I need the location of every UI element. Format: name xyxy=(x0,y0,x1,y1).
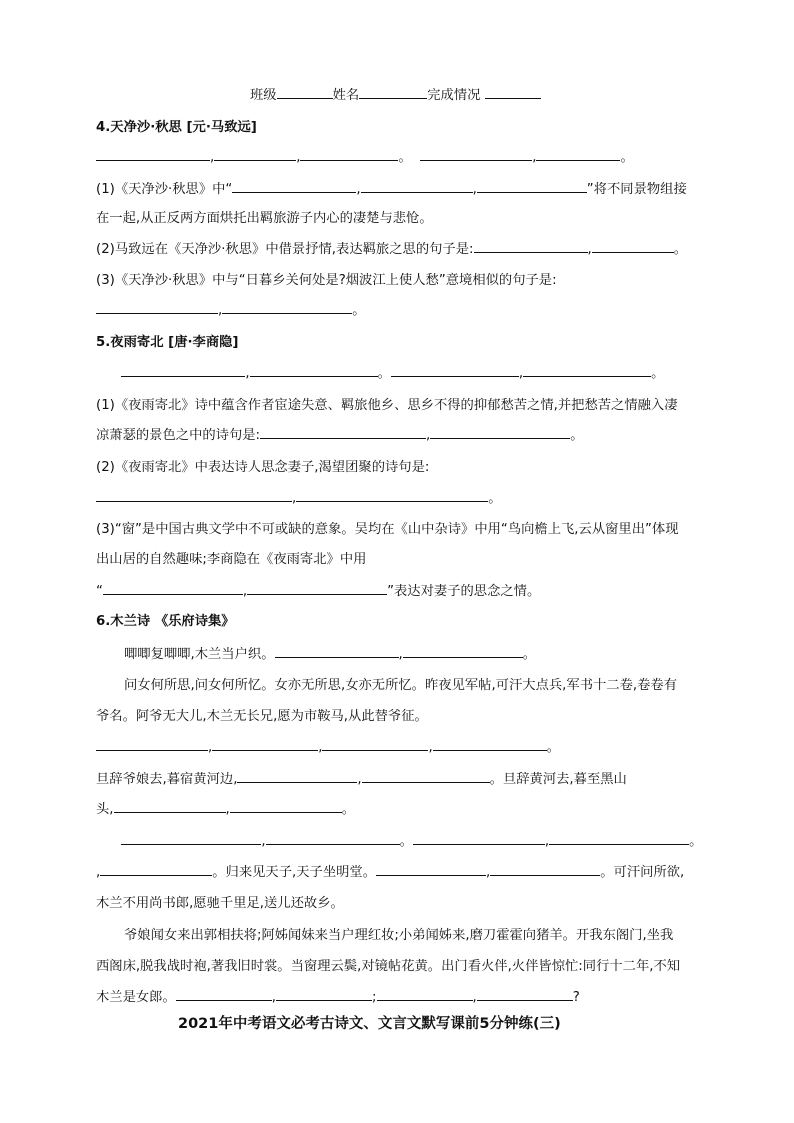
section-6-p2-line2: 爷名。阿爷无大儿,木兰无长兄,愿为市鞍马,从此替爷征。 xyxy=(96,709,428,724)
section-4-q1-line1: (1)《天净沙·秋思》中“ , , ”将不同景物组接 xyxy=(96,182,687,197)
blank[interactable] xyxy=(114,800,226,813)
blank[interactable] xyxy=(176,988,272,1001)
blank[interactable] xyxy=(96,148,210,161)
blank[interactable] xyxy=(433,738,547,751)
section-4-q3-answer: , 。 xyxy=(96,301,366,321)
poem-text: 旦辞爷娘去,暮宿黄河边, xyxy=(96,772,238,787)
section-6-p3-line2: 头, , 。 xyxy=(96,802,356,817)
worksheet-title: 2021年中考语文必考古诗文、文言文默写课前5分钟练(三) xyxy=(178,1016,561,1032)
section-5-q3-line1: (3)“窗”是中国古典文学中不可或缺的意象。吴均在《山中杂诗》中用“鸟向檐上飞,云从窗里出”体现 xyxy=(96,522,679,537)
status-label: 完成情况 xyxy=(427,88,481,103)
q-text: (1)《天净沙·秋思》中“ xyxy=(96,182,233,197)
blank[interactable] xyxy=(377,988,473,1001)
section-5-q2-answer: , 。 xyxy=(96,489,502,509)
student-info-line xyxy=(250,86,541,106)
blank[interactable] xyxy=(296,489,488,502)
blank[interactable] xyxy=(536,148,620,161)
section-6-p3-line1: 旦辞爷娘去,暮宿黄河边, , 。旦辞黄河去,暮至黑山 xyxy=(96,772,627,787)
section-5-q1-line2: 凉萧瑟的景色之中的诗句是: , 。 xyxy=(96,428,584,443)
section-4-recite-line: , , 。 , 。 xyxy=(96,148,634,168)
poem-text: 。可汗问所欲, xyxy=(600,865,685,880)
section-6-blanks-row: , , , 。 xyxy=(96,738,560,758)
blank[interactable] xyxy=(391,364,519,377)
blank[interactable] xyxy=(376,863,486,876)
section-6-blanks-row-2: , 。 , 。 xyxy=(96,832,702,852)
blank[interactable] xyxy=(214,148,296,161)
blank[interactable] xyxy=(232,180,356,193)
blank[interactable] xyxy=(413,832,545,845)
section-5-q3-line2: 出山居的自然趣味;李商隐在《夜雨寄北》中用 xyxy=(96,552,367,567)
blank[interactable] xyxy=(96,301,218,314)
blank[interactable] xyxy=(247,582,387,595)
section-4-q1-line2: 在一起,从正反两方面烘托出羁旅游子内心的凄楚与悲怆。 xyxy=(96,211,433,226)
blank[interactable] xyxy=(300,148,398,161)
blank[interactable] xyxy=(260,426,426,439)
blank[interactable] xyxy=(222,301,352,314)
blank[interactable] xyxy=(100,863,212,876)
blank[interactable] xyxy=(592,240,674,253)
class-blank[interactable] xyxy=(277,86,333,99)
section-6-p4-line1: , 。归来见天子,天子坐明堂。 , 。可汗问所欲, xyxy=(96,865,685,880)
blank[interactable] xyxy=(430,426,570,439)
blank[interactable] xyxy=(276,988,372,1001)
section-6-p1: 唧唧复唧唧,木兰当户织。 , 。 xyxy=(124,647,537,662)
class-label: 班级 xyxy=(250,88,277,103)
section-5-title: 5.夜雨寄北 [唐·李商隐] xyxy=(96,335,239,350)
blank[interactable] xyxy=(96,489,292,502)
section-4-q2: (2)马致远在《天净沙·秋思》中借景抒情,表达羁旅之思的句子是: , 。 xyxy=(96,242,688,257)
blank[interactable] xyxy=(361,180,473,193)
section-6-p2-line1: 问女何所思,问女何所忆。女亦无所思,女亦无所忆。昨夜见军帖,可汗大点兵,军书十二卷,卷卷有 xyxy=(124,678,678,693)
blank[interactable] xyxy=(490,863,600,876)
poem-text: 木兰是女郎。 xyxy=(96,990,176,1005)
blank[interactable] xyxy=(477,988,573,1001)
blank[interactable] xyxy=(250,364,378,377)
q-text: ”将不同景物组接 xyxy=(586,182,687,197)
section-5-q2: (2)《夜雨寄北》中表达诗人思念妻子,渴望团聚的诗句是: xyxy=(96,460,430,475)
poem-text: 。归来见天子,天子坐明堂。 xyxy=(212,865,377,880)
q-text: 凉萧瑟的景色之中的诗句是: xyxy=(96,428,261,443)
poem-text: 头, xyxy=(96,802,114,817)
blank[interactable] xyxy=(275,645,399,658)
status-blank[interactable] xyxy=(485,86,541,99)
section-6-p5-line3: 木兰是女郎。 , ; , ? xyxy=(96,990,580,1005)
blank[interactable] xyxy=(403,645,523,658)
blank[interactable] xyxy=(103,582,243,595)
blank[interactable] xyxy=(477,180,587,193)
blank[interactable] xyxy=(549,832,689,845)
name-label: 姓名 xyxy=(332,88,360,103)
blank[interactable] xyxy=(322,738,428,751)
poem-text: 唧唧复唧唧,木兰当户织。 xyxy=(124,647,275,662)
section-5-q1-line1: (1)《夜雨寄北》诗中蕴含作者宦途失意、羁旅他乡、思乡不得的抑郁愁苦之情,并把愁苦之情融入凄 xyxy=(96,398,678,413)
poem-text: 。旦辞黄河去,暮至黑山 xyxy=(489,772,627,787)
section-5-q3-line3: “ , ”表达对妻子的思念之情。 xyxy=(96,584,541,599)
blank[interactable] xyxy=(237,770,357,783)
blank[interactable] xyxy=(212,738,318,751)
blank[interactable] xyxy=(96,738,208,751)
q-text: ”表达对妻子的思念之情。 xyxy=(387,584,541,599)
section-4-q3: (3)《天净沙·秋思》中与“日暮乡关何处是?烟波江上使人愁”意境相似的句子是: xyxy=(96,273,557,288)
blank[interactable] xyxy=(523,364,651,377)
blank[interactable] xyxy=(362,770,490,783)
blank[interactable] xyxy=(474,240,588,253)
blank[interactable] xyxy=(121,832,261,845)
name-blank[interactable] xyxy=(359,86,427,99)
blank[interactable] xyxy=(420,148,532,161)
blank[interactable] xyxy=(266,832,400,845)
section-6-p5-line2: 西阁床,脱我战时袍,著我旧时裳。当窗理云鬓,对镜帖花黄。出门看火伴,火伴皆惊忙:同行十二年,不知 xyxy=(96,959,681,974)
section-6-title: 6.木兰诗 《乐府诗集》 xyxy=(96,614,235,629)
q-text: (2)马致远在《天净沙·秋思》中借景抒情,表达羁旅之思的句子是: xyxy=(96,242,474,257)
section-5-recite-line: , 。 , 。 xyxy=(96,364,664,384)
section-6-p4-line2: 木兰不用尚书郎,愿驰千里足,送儿还故乡。 xyxy=(96,896,344,911)
section-6-p5-line1: 爷娘闻女来出郭相扶将;阿姊闻妹来当户理红妆;小弟闻姊来,磨刀霍霍向猪羊。开我东阁门,坐我 xyxy=(124,928,674,943)
blank[interactable] xyxy=(230,800,342,813)
blank[interactable] xyxy=(121,364,245,377)
section-4-title: 4.天净沙·秋思 [元·马致远] xyxy=(96,120,257,135)
